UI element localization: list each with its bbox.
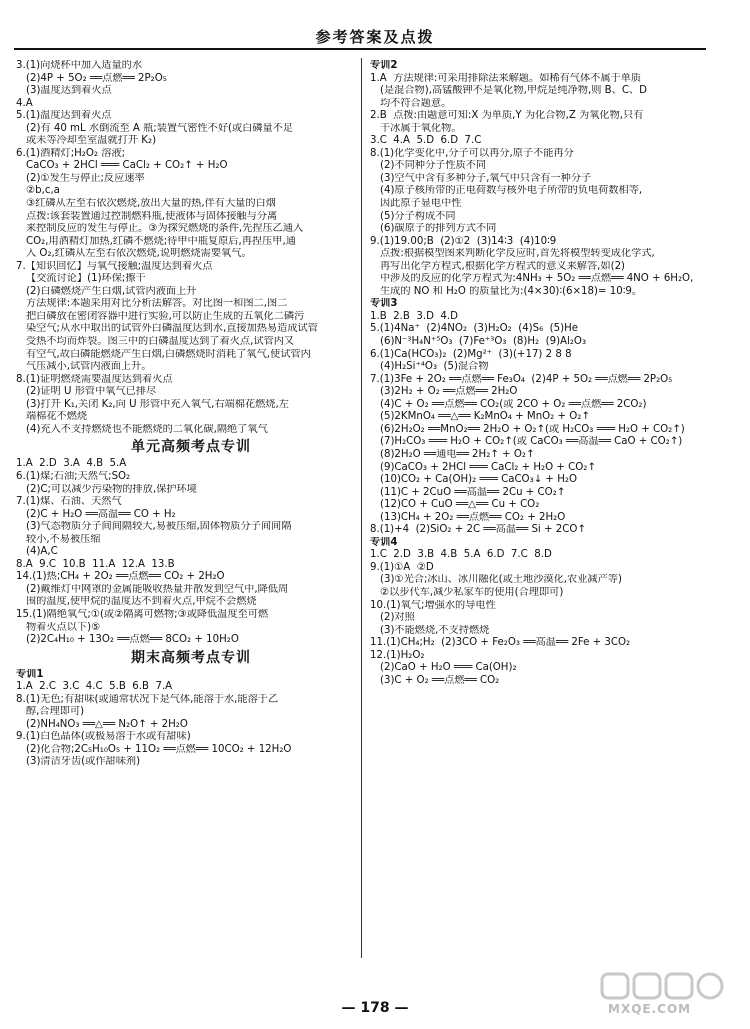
answer-line: 因此原子显电中性: [380, 198, 462, 210]
answer-line: 6.(1)酒精灯;H₂O₂ 溶液;: [16, 147, 126, 159]
answer-line: 5.(1)温度达到着火点: [16, 110, 112, 122]
answer-line: (2)①发生与停止;反应速率: [26, 172, 145, 184]
answer-line: 醇,合理即可): [26, 706, 85, 718]
left-column: [16, 60, 366, 960]
answer-line: 8.(1)证明燃烧需要温度达到着火点: [16, 373, 173, 385]
answer-line: CO₂,用酒精灯加热,红磷不燃烧;待甲中瓶复原后,再捏压甲,通: [26, 235, 296, 247]
answer-line: (6)2H₂O₂ ══MnO₂══ 2H₂O + O₂↑(或 H₂CO₃ ═══ H₂O + CO₂↑): [380, 423, 685, 435]
answer-line: (2)C + H₂O ══高温══ CO + H₂: [26, 508, 176, 520]
page-header: [0, 0, 750, 54]
answer-line: (4)A,C: [26, 546, 58, 558]
page-number: — 178 —: [341, 1000, 409, 1016]
answer-line: 【交流讨论】(1)环保;擦干: [26, 273, 146, 285]
answer-line: (3)①光合;冰山、冰川融化(或土地沙漠化,农业减产等): [380, 574, 622, 586]
answer-line: ②以步代车,减少私家车的使用(合理即可): [380, 586, 564, 598]
answer-line: 3.C 4.A 5.D 6.D 7.C: [370, 135, 482, 147]
answer-line: (2)戴维灯中网罩的金属能吸收热量并散发到空气中,降低周: [26, 583, 289, 595]
answer-line: 1.A 2.C 3.C 4.C 5.B 6.B 7.A: [16, 681, 173, 693]
answer-line: 点拨:根据模型图来判断化学反应时,首先将模型转变成化学式,: [380, 248, 655, 260]
answer-line: (3)空气中含有多种分子,氧气中只含有一种分子: [380, 172, 592, 184]
answer-line: (3)清洁牙齿(或作甜味剂): [26, 756, 141, 768]
subsection-heading: 专训4: [370, 536, 398, 548]
answer-line: 8.(1)无色;有甜味(或通常状况下是气体,能溶于水,能溶于乙: [16, 693, 279, 705]
answer-line: 均不符合题意。: [380, 97, 452, 109]
answer-line: (2)证明 U 形管中氧气已排尽: [26, 386, 157, 398]
answer-line: 9.(1)①A ②D: [370, 561, 434, 573]
answer-line: 9.(1)19.00;B (2)①2 (3)14∶3 (4)10∶9: [370, 235, 557, 247]
answer-line: 较小,不易被压缩: [26, 533, 101, 545]
subsection-heading: 专训1: [16, 668, 44, 680]
answer-line: 8.(1)+4 (2)SiO₂ + 2C ══高温══ Si + 2CO↑: [370, 524, 586, 536]
right-column: [370, 60, 722, 960]
answer-line: 11.(1)CH₄;H₂ (2)3CO + Fe₂O₃ ══高温══ 2Fe + 3CO₂: [370, 637, 631, 649]
answer-line: 方法规律:本题采用对比分析法解答。对比图一和图二,图二: [26, 298, 288, 310]
answer-line: 5.(1)4Na⁺ (2)4NO₂ (3)H₂O₂ (4)S₆ (5)He: [370, 323, 579, 335]
answer-line: (5)分子构成不同: [380, 210, 456, 222]
answer-line: (2)对照: [380, 612, 415, 624]
answer-line: 1.A 方法规律:可采用排除法来解题。如稀有气体不属于单质: [370, 72, 642, 84]
answer-line: (8)2H₂O ══通电══ 2H₂↑ + O₂↑: [380, 448, 535, 460]
answer-line: 8.(1)化学变化中,分子可以再分,原子不能再分: [370, 147, 574, 159]
answer-line: (3)2H₂ + O₂ ══点燃══ 2H₂O: [380, 386, 518, 398]
answer-line: CaCO₃ + 2HCl ═══ CaCl₂ + CO₂↑ + H₂O: [26, 160, 228, 172]
watermark-text: MXQE.COM: [608, 1002, 692, 1016]
answer-line: 14.(1)热;CH₄ + 2O₂ ══点燃══ CO₂ + 2H₂O: [16, 571, 225, 583]
answer-line: 来控制反应的发生与停止。③为探究燃烧的条件,先捏压乙通入: [26, 223, 304, 235]
answer-line: (2)白磷燃烧产生白烟,试管内液面上升: [26, 285, 197, 297]
answer-line: 再写出化学方程式,根据化学方程式的意义来解答,如(2): [380, 260, 626, 272]
page-title: 参考答案及点拨: [315, 28, 435, 46]
answer-line: (7)H₂CO₃ ═══ H₂O + CO₂↑(或 CaCO₃ ══高温══ CaO + CO₂↑): [380, 436, 683, 448]
answer-line: (3)温度达到着火点: [26, 85, 112, 97]
answer-line: 气压减小,试管内液面上升。: [26, 361, 152, 373]
answer-line: (2)有 40 mL 水倒流至 A 瓶;装置气密性不好(或白磷量不足: [26, 122, 294, 134]
answer-line: 端棉花不燃烧: [26, 411, 88, 423]
answer-line: 7.(1)煤、石油、天然气: [16, 496, 122, 508]
answer-line: 1.C 2.D 3.B 4.B 5.A 6.D 7.C 8.D: [370, 549, 552, 561]
answer-line: 9.(1)白色晶体(或极易溶于水或有甜味): [16, 731, 191, 743]
answer-line: (3)打开 K₁,关闭 K₂,向 U 形管中充入氧气,右端棉花燃烧,左: [26, 398, 289, 410]
answer-line: ②b,c,a: [26, 185, 60, 197]
watermark-logo-icon: [598, 970, 728, 1002]
answer-line: 中涉及的反应的化学方程式为:4NH₃ + 5O₂ ══点燃══ 4NO + 6H₂O,: [380, 273, 694, 285]
answer-line: 6.(1)煤;石油;天然气;SO₂: [16, 470, 131, 482]
answer-line: 受热不均而炸裂。图三中的白磷温度达到了着火点,试管内又: [26, 336, 295, 348]
answer-line: (3)C + O₂ ══点燃══ CO₂: [380, 674, 500, 686]
answer-line: (5)2KMnO₄ ══△══ K₂MnO₄ + MnO₂ + O₂↑: [380, 411, 590, 423]
answer-line: 7.(1)3Fe + 2O₂ ══点燃══ Fe₃O₄ (2)4P + 5O₂ ══点燃══ 2P₂O₅: [370, 373, 673, 385]
answer-line: 4.A: [16, 97, 33, 109]
answer-line: (6)碳原子的排列方式不同: [380, 223, 497, 235]
section-heading: 单元高频考点专训: [131, 439, 251, 456]
answer-line: (3)气态物质分子间间隔较大,易被压缩,固体物质分子间间隔: [26, 521, 292, 533]
answer-line: 干冰属于氧化物。: [380, 122, 462, 134]
answer-line: 3.(1)向烧杯中加入适量的水: [16, 60, 143, 71]
answer-line: (是混合物),高锰酸钾不是氧化物,甲烷是纯净物,则 B、C、D: [380, 85, 647, 97]
answer-line: (2)4P + 5O₂ ══点燃══ 2P₂O₅: [26, 72, 167, 84]
answer-line: 染空气;从水中取出的试管外白磷温度达到水,直接加热易造成试管: [26, 323, 318, 335]
answer-line: 生成的 NO 和 H₂O 的质量比为:(4×30)∶(6×18)= 10∶9。: [380, 285, 643, 297]
answer-line: 8.A 9.C 10.B 11.A 12.A 13.B: [16, 558, 175, 570]
answer-line: (6)N⁻³H₄N⁺⁵O₃ (7)Fe⁺³O₃ (8)H₂ (9)Al₂O₃: [380, 336, 587, 348]
answer-line: 点拨:该套装置通过控制燃料瓶,使液体与固体接触与分离: [26, 210, 278, 222]
answer-line: 6.(1)Ca(HCO₃)₂ (2)Mg²⁺ (3)(+17) 2 8 8: [370, 348, 572, 360]
answer-line: (4)充入不支持燃烧也不能燃烧的二氧化碳,隔绝了氧气: [26, 423, 268, 435]
answer-line: (2)C;可以减少污染物的排放,保护环境: [26, 483, 197, 495]
answer-line: 1.A 2.D 3.A 4.B 5.A: [16, 458, 127, 470]
watermark: [598, 970, 728, 1020]
answer-line: 或未等冷却至室温就打开 K₂): [26, 135, 157, 147]
answer-line: (11)C + 2CuO ══高温══ 2Cu + CO₂↑: [380, 486, 566, 498]
answer-line: (2)NH₄NO₃ ══△══ N₂O↑ + 2H₂O: [26, 718, 188, 730]
answer-line: 2.B 点拨:由题意可知:X 为单质,Y 为化合物,Z 为氧化物,只有: [370, 110, 644, 122]
answer-line: 把白磷放在密闭容器中进行实验,可以防止生成的五氧化二磷污: [26, 310, 305, 322]
answer-line: 入 O₂,红磷从左至右依次燃烧,说明燃烧需要氧气。: [26, 248, 252, 260]
answer-line: (3)不能燃烧,不支持燃烧: [380, 624, 490, 636]
column-divider: [361, 58, 362, 958]
answer-line: 10.(1)氧气;增强水的导电性: [370, 599, 496, 611]
answer-line: 15.(1)隔绝氧气;①(或②隔离可燃物;③或降低温度至可燃: [16, 608, 269, 620]
answer-line: (2)不同种分子性质不同: [380, 160, 487, 172]
answer-line: (10)CO₂ + Ca(OH)₂ ═══ CaCO₃↓ + H₂O: [380, 474, 577, 486]
section-heading: 期末高频考点专训: [131, 649, 251, 666]
answer-line: (2)2C₄H₁₀ + 13O₂ ══点燃══ 8CO₂ + 10H₂O: [26, 634, 239, 646]
answer-line: 1.B 2.B 3.D 4.D: [370, 310, 458, 322]
subsection-heading: 专训2: [370, 60, 398, 71]
header-rule: [14, 48, 706, 50]
answer-line: (4)原子核所带的正电荷数与核外电子所带的负电荷数相等,: [380, 185, 643, 197]
answer-line: 有空气,故白磷能燃烧产生白烟,白磷燃烧时消耗了氧气,使试管内: [26, 348, 311, 360]
answer-line: 7.【知识回忆】与氧气接触;温度达到着火点: [16, 260, 213, 272]
subsection-heading: 专训3: [370, 298, 398, 310]
answer-line: 物着火点以下)⑤: [26, 621, 101, 633]
answer-line: (9)CaCO₃ + 2HCl ═══ CaCl₂ + H₂O + CO₂↑: [380, 461, 596, 473]
answer-line: (2)CaO + H₂O ═══ Ca(OH)₂: [380, 662, 517, 674]
answer-line: (12)CO + CuO ══△══ Cu + CO₂: [380, 499, 540, 511]
answer-line: 12.(1)H₂O₂: [370, 649, 425, 661]
answer-line: ③红磷从左至右依次燃烧,放出大量的热,伴有大量的白烟: [26, 198, 276, 210]
answer-line: (2)化合物;2C₅H₁₀O₅ + 11O₂ ══点燃══ 10CO₂ + 12H₂O: [26, 743, 292, 755]
answer-line: (4)C + O₂ ══点燃══ CO₂(或 2CO + O₂ ══点燃══ 2CO₂): [380, 398, 647, 410]
answer-line: (13)CH₄ + 2O₂ ══点燃══ CO₂ + 2H₂O: [380, 511, 566, 523]
answer-line: 围的温度,使甲烷的温度达不到着火点,甲烷不会燃烧: [26, 596, 257, 608]
answer-line: (4)H₂Si⁺⁴O₃ (5)混合物: [380, 361, 489, 373]
